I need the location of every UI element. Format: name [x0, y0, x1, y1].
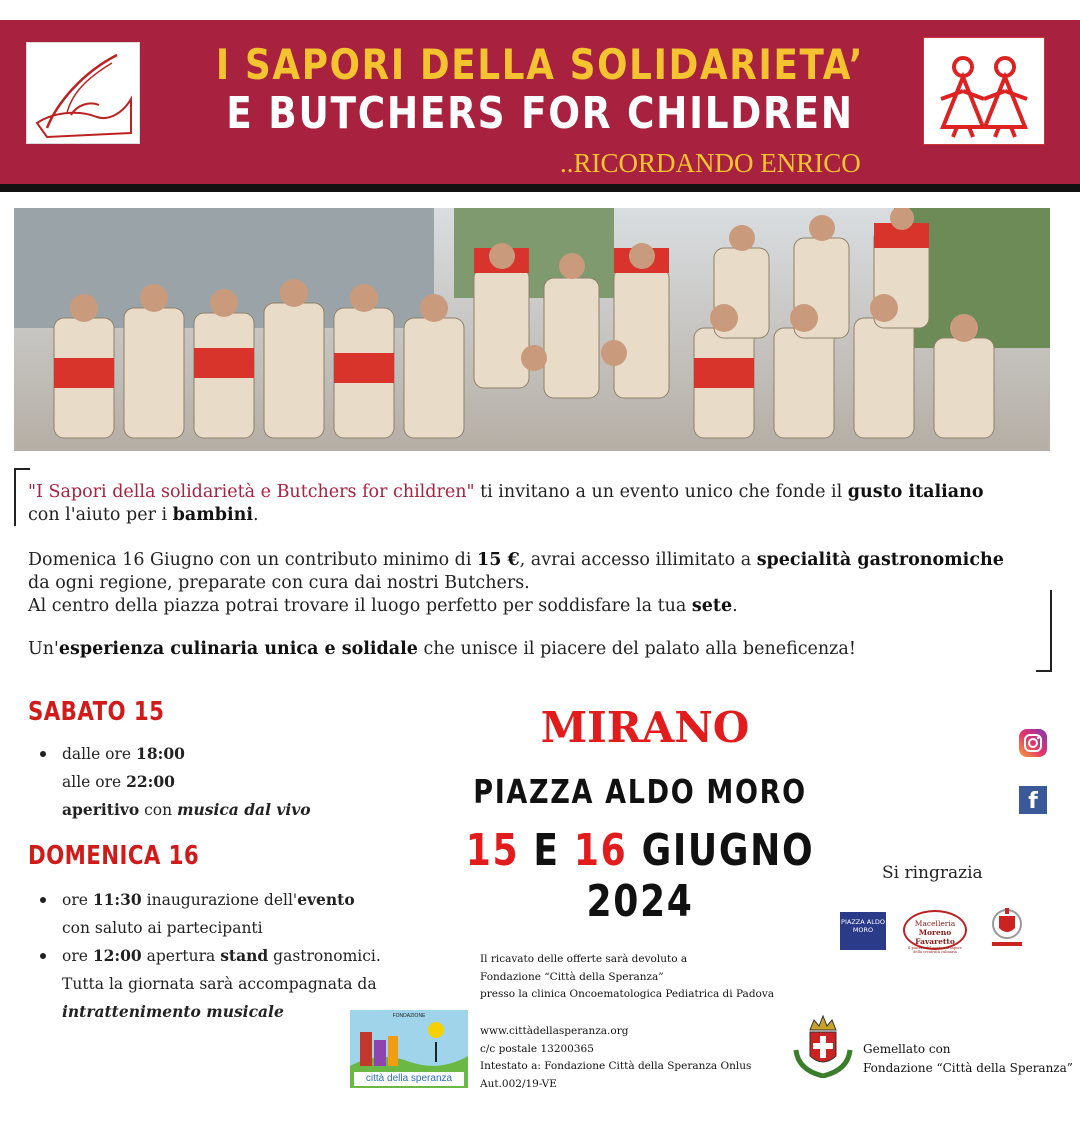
facebook-icon[interactable]: f	[1019, 786, 1047, 814]
donation-info: Il ricavato delle offerte sarà devoluto a Fondazione “Città della Speranza” presso la clinica Oncoematologica Pediatrica di Padova	[480, 953, 775, 1000]
intro-quote: "I Sapori della solidarietà e Butchers for children"	[28, 482, 475, 502]
day1-title: SABATO 15	[28, 697, 165, 727]
instagram-icon[interactable]	[1019, 729, 1047, 757]
group-photo	[14, 208, 1050, 451]
event-city: MIRANO	[540, 703, 750, 752]
bank-info: www.cittàdellasperanza.org c/c postale 13200365 Intestato a: Fondazione Città della Speranza Onlus Aut.002/19-VE	[480, 1023, 810, 1093]
day1-schedule: dalle ore 18:00 alle ore 22:00 aperitivo con musica dal vivo	[40, 740, 420, 824]
event-title-line1: I SAPORI DELLA SOLIDARIETA’	[215, 40, 865, 89]
event-subtitle: ..RICORDANDO ENRICO	[560, 148, 861, 178]
butchers-for-children-logo-icon	[924, 38, 1044, 144]
citta-della-speranza-logo-icon: FONDAZIONE città della speranza	[350, 1010, 468, 1088]
day2-title: DOMENICA 16	[28, 841, 200, 871]
website-link[interactable]: www.cittàdellasperanza.org	[480, 1025, 629, 1037]
mirano-crest-icon	[792, 1010, 854, 1078]
sponsor-piazza-aldo-moro: PIAZZA ALDO MORO	[840, 912, 886, 950]
intro-paragraph-2: Domenica 16 Giugno con un contributo minimo di 15 €, avrai accesso illimitato a specialità gastronomiche da ogni regione, preparate con cura dai nostri Butchers. Al centro della piazza potrai trovare il luogo perfetto per soddisfare la tua sete.	[28, 550, 1004, 616]
quote-bracket-close	[1036, 590, 1052, 672]
pro-loco-crest-icon	[986, 904, 1028, 950]
bullet	[40, 897, 46, 903]
gemellato-info: Gemellato con Fondazione “Città della Speranza”	[863, 1042, 1073, 1075]
intro-paragraph-3: Un'esperienza culinaria unica e solidale che unisce il piacere del palato alla beneficenza!	[28, 639, 856, 659]
thanks-label: Si ringrazia	[882, 863, 983, 883]
event-dates: 15 E 16 GIUGNO 2024	[465, 825, 815, 927]
header-divider	[0, 184, 1080, 192]
intro-paragraph-1: "I Sapori della solidarietà e Butchers for children" ti invitano a un evento unico che fonde il gusto italiano con l'aiuto per i bambini.	[28, 482, 984, 525]
sponsor-macelleria-favaretto: Macelleria Moreno Favaretto il piacere del gusto e il sapore della creatività culinaria	[903, 910, 967, 950]
bullet	[40, 751, 46, 757]
event-place: PIAZZA ALDO MORO	[473, 772, 807, 811]
bullet	[40, 953, 46, 959]
day2-schedule: ore 11:30 inaugurazione dell'evento con saluto ai partecipanti ore 12:00 apertura stand gastronomici. Tutta la giornata sarà accompagnata da intrattenimento musicale	[40, 886, 440, 1026]
hand-feather-logo-icon	[26, 42, 140, 144]
event-title-line2: E BUTCHERS FOR CHILDREN	[226, 88, 854, 139]
